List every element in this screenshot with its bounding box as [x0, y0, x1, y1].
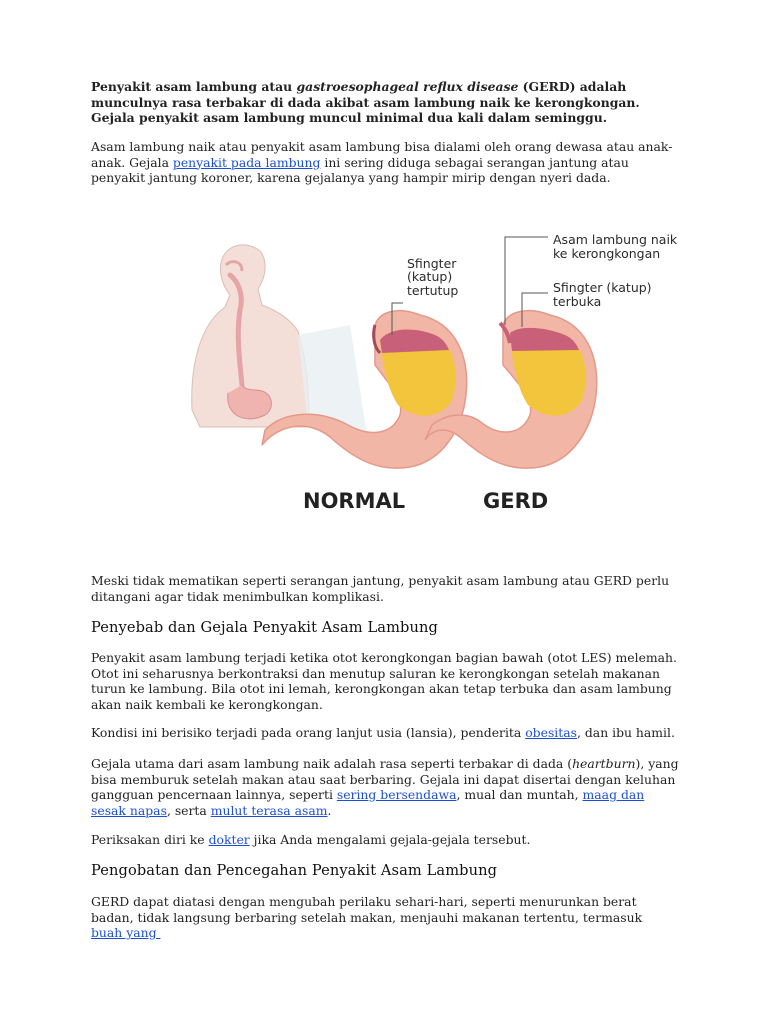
label-sphincter-open-2: terbuka [553, 294, 602, 309]
paragraph-6-text-b: ), yang bisa memburuk setelah makan atau saat berbaring. Gejala ini dapat disertai dengan keluhan gangguan pencernaan lainnya, seperti [91, 756, 679, 802]
label-acid-rising-1: Asam lambung naik [553, 232, 678, 247]
paragraph-5-text-b: , dan ibu hamil. [577, 725, 675, 740]
paragraph-7 [91, 832, 681, 848]
paragraph-6-text-e: . [327, 802, 332, 818]
paragraph-7-text-a: Periksakan diri ke [91, 832, 209, 847]
intro-text-b: (GERD) adalah munculnya rasa terbakar di dada akibat asam lambung naik ke kerongkongan. Gejala penyakit asam lambung muncul minimal dua kali dalam seminggu. [91, 79, 640, 125]
paragraph-3: Meski tidak mematikan seperti serangan jantung, penyakit asam lambung atau GERD perlu ditangani agar tidak menimbulkan komplikasi. [91, 573, 670, 604]
label-sphincter-closed-3: tertutup [407, 283, 459, 298]
stomach-diagram [170, 215, 700, 525]
paragraph-7-text-b: jika Anda mengalami gejala-gejala tersebut. [249, 832, 531, 847]
paragraph-5-text-a: Kondisi ini berisiko terjadi pada orang lanjut usia (lansia), penderita [91, 725, 526, 740]
paragraph-6-text-a: Gejala utama dari asam lambung naik adalah rasa seperti terbakar di dada ( [91, 756, 573, 771]
paragraph-2 [91, 139, 681, 186]
intro-term-english: gastroesophageal reflux disease [296, 79, 519, 94]
link-buah-yang[interactable]: buah yang [91, 925, 161, 940]
link-mulut-terasa-asam[interactable]: mulut terasa asam [210, 802, 328, 818]
human-silhouette [192, 245, 309, 427]
paragraph-6-text-d: , serta [166, 802, 211, 818]
caption-normal: NORMAL [303, 489, 406, 513]
label-sphincter-closed-2: (katup) [407, 269, 453, 284]
paragraph-6 [91, 756, 681, 818]
gerd-illustration [170, 215, 700, 525]
paragraph-2-text-a: Asam lambung naik atau penyakit asam lambung bisa dialami oleh orang dewasa atau anak-anak. Gejala [91, 139, 673, 170]
heading-causes-symptoms: Penyebab dan Gejala Penyakit Asam Lambung [91, 619, 438, 636]
link-dokter[interactable]: dokter [208, 832, 250, 847]
term-heartburn: heartburn [572, 756, 636, 771]
paragraph-8 [91, 894, 681, 941]
heading-treatment-prevention: Pengobatan dan Pencegahan Penyakit Asam Lambung [91, 862, 498, 879]
caption-gerd: GERD [483, 489, 549, 513]
link-penyakit-pada-lambung[interactable]: penyakit pada lambung [172, 154, 321, 170]
link-maag-sesak-napas[interactable]: maag dan sesak napas [91, 787, 645, 818]
paragraph-6-text-c: , mual dan muntah, [456, 787, 583, 802]
paragraph-4: Penyakit asam lambung terjadi ketika otot kerongkongan bagian bawah (otot LES) melemah. Otot ini seharusnya berkontraksi dan menutup saluran ke kerongkongan setelah makanan turun ke lambung. Bila otot ini lemah, kerongkongan akan tetap terbuka dan asam lambung akan naik kembali ke kerongkongan. [91, 650, 677, 712]
label-acid-rising-2: ke kerongkongan [553, 246, 661, 261]
intro-paragraph [91, 79, 681, 126]
intro-text-a: Penyakit asam lambung atau [91, 79, 297, 94]
paragraph-5 [91, 725, 681, 741]
paragraph-2-text-b: ini sering diduga sebagai serangan jantung atau penyakit jantung koroner, karena gejalanya yang hampir mirip dengan nyeri dada. [91, 154, 629, 185]
paragraph-8-text-a: GERD dapat diatasi dengan mengubah perilaku sehari-hari, seperti menurunkan berat badan, tidak langsung berbaring setelah makan, menjauhi makanan tertentu, termasuk [91, 894, 643, 925]
label-sphincter-closed-1: Sfingter [407, 256, 457, 271]
link-sering-bersendawa[interactable]: sering bersendawa [336, 787, 457, 802]
link-obesitas[interactable]: obesitas [525, 725, 577, 740]
label-sphincter-open-1: Sfingter (katup) [553, 280, 652, 295]
